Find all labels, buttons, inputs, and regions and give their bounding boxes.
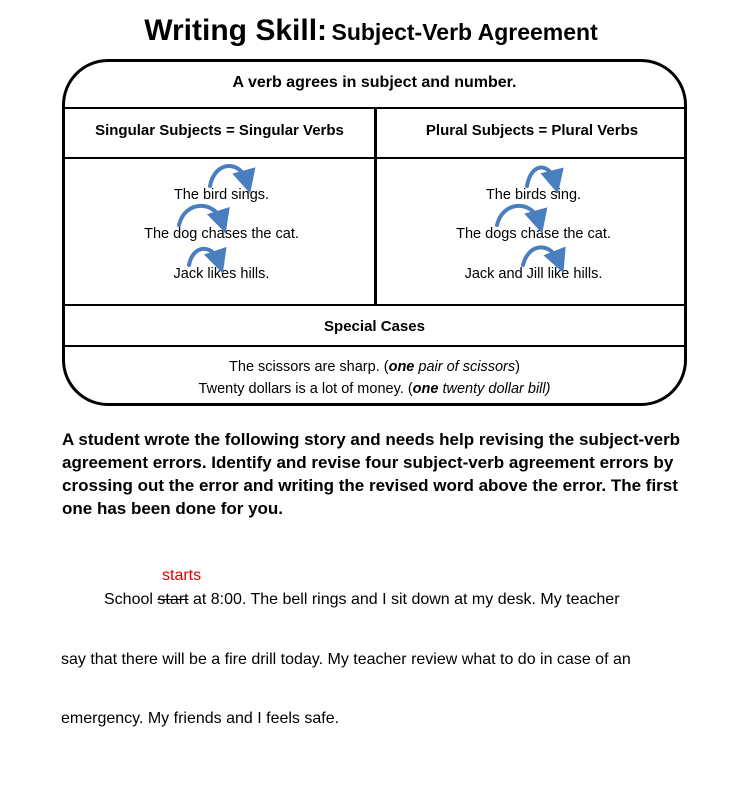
plural-example-3: Jack and Jill like hills. xyxy=(464,266,603,282)
special-line-1: The scissors are sharp. (one pair of scissors) xyxy=(229,359,520,375)
story-line-3: emergency. My friends and I feels safe. xyxy=(61,710,340,727)
divider xyxy=(65,304,684,306)
plural-example-2: The dogs chase the cat. xyxy=(456,226,611,242)
struck-word: start xyxy=(157,591,189,608)
divider xyxy=(65,345,684,347)
title-main: Writing Skill: xyxy=(144,14,328,47)
plural-example-1: The birds sing. xyxy=(485,187,582,203)
curved-arrow-icon xyxy=(497,206,539,225)
curved-arrow-icon xyxy=(523,247,559,265)
singular-example-2: The dog chases the cat. xyxy=(144,226,299,242)
curved-arrow-icon xyxy=(189,249,219,265)
rule-box xyxy=(62,59,687,406)
correction-text: starts xyxy=(162,567,202,584)
page-title xyxy=(0,14,742,48)
curved-arrow-icon xyxy=(527,167,555,186)
agreement-arrows xyxy=(65,62,685,302)
singular-example-1: The bird sings. xyxy=(173,187,270,203)
rule-heading: A verb agrees in subject and number. xyxy=(232,74,517,91)
singular-example-3: Jack likes hills. xyxy=(173,266,270,282)
special-line-2: Twenty dollars is a lot of money. (one twenty dollar bill) xyxy=(198,381,551,397)
curved-arrow-icon xyxy=(210,166,247,186)
plural-header: Plural Subjects = Plural Verbs xyxy=(425,122,639,139)
special-header: Special Cases xyxy=(324,318,425,335)
instructions: A student wrote the following story and needs help revising the subject-verb agreement errors. Identify and revise four subject-verb agreement errors by crossing out the error and writing the revised word above the error. The first one has been done for you. xyxy=(62,430,681,518)
title-sub: Subject-Verb Agreement xyxy=(331,19,598,45)
curved-arrow-icon xyxy=(179,206,222,225)
story-line-1: School start at 8:00. The bell rings and I sit down at my desk. My teacher xyxy=(104,591,620,608)
singular-header: Singular Subjects = Singular Verbs xyxy=(95,122,344,139)
story-line-2: say that there will be a fire drill today. My teacher review what to do in case of an xyxy=(61,651,631,668)
